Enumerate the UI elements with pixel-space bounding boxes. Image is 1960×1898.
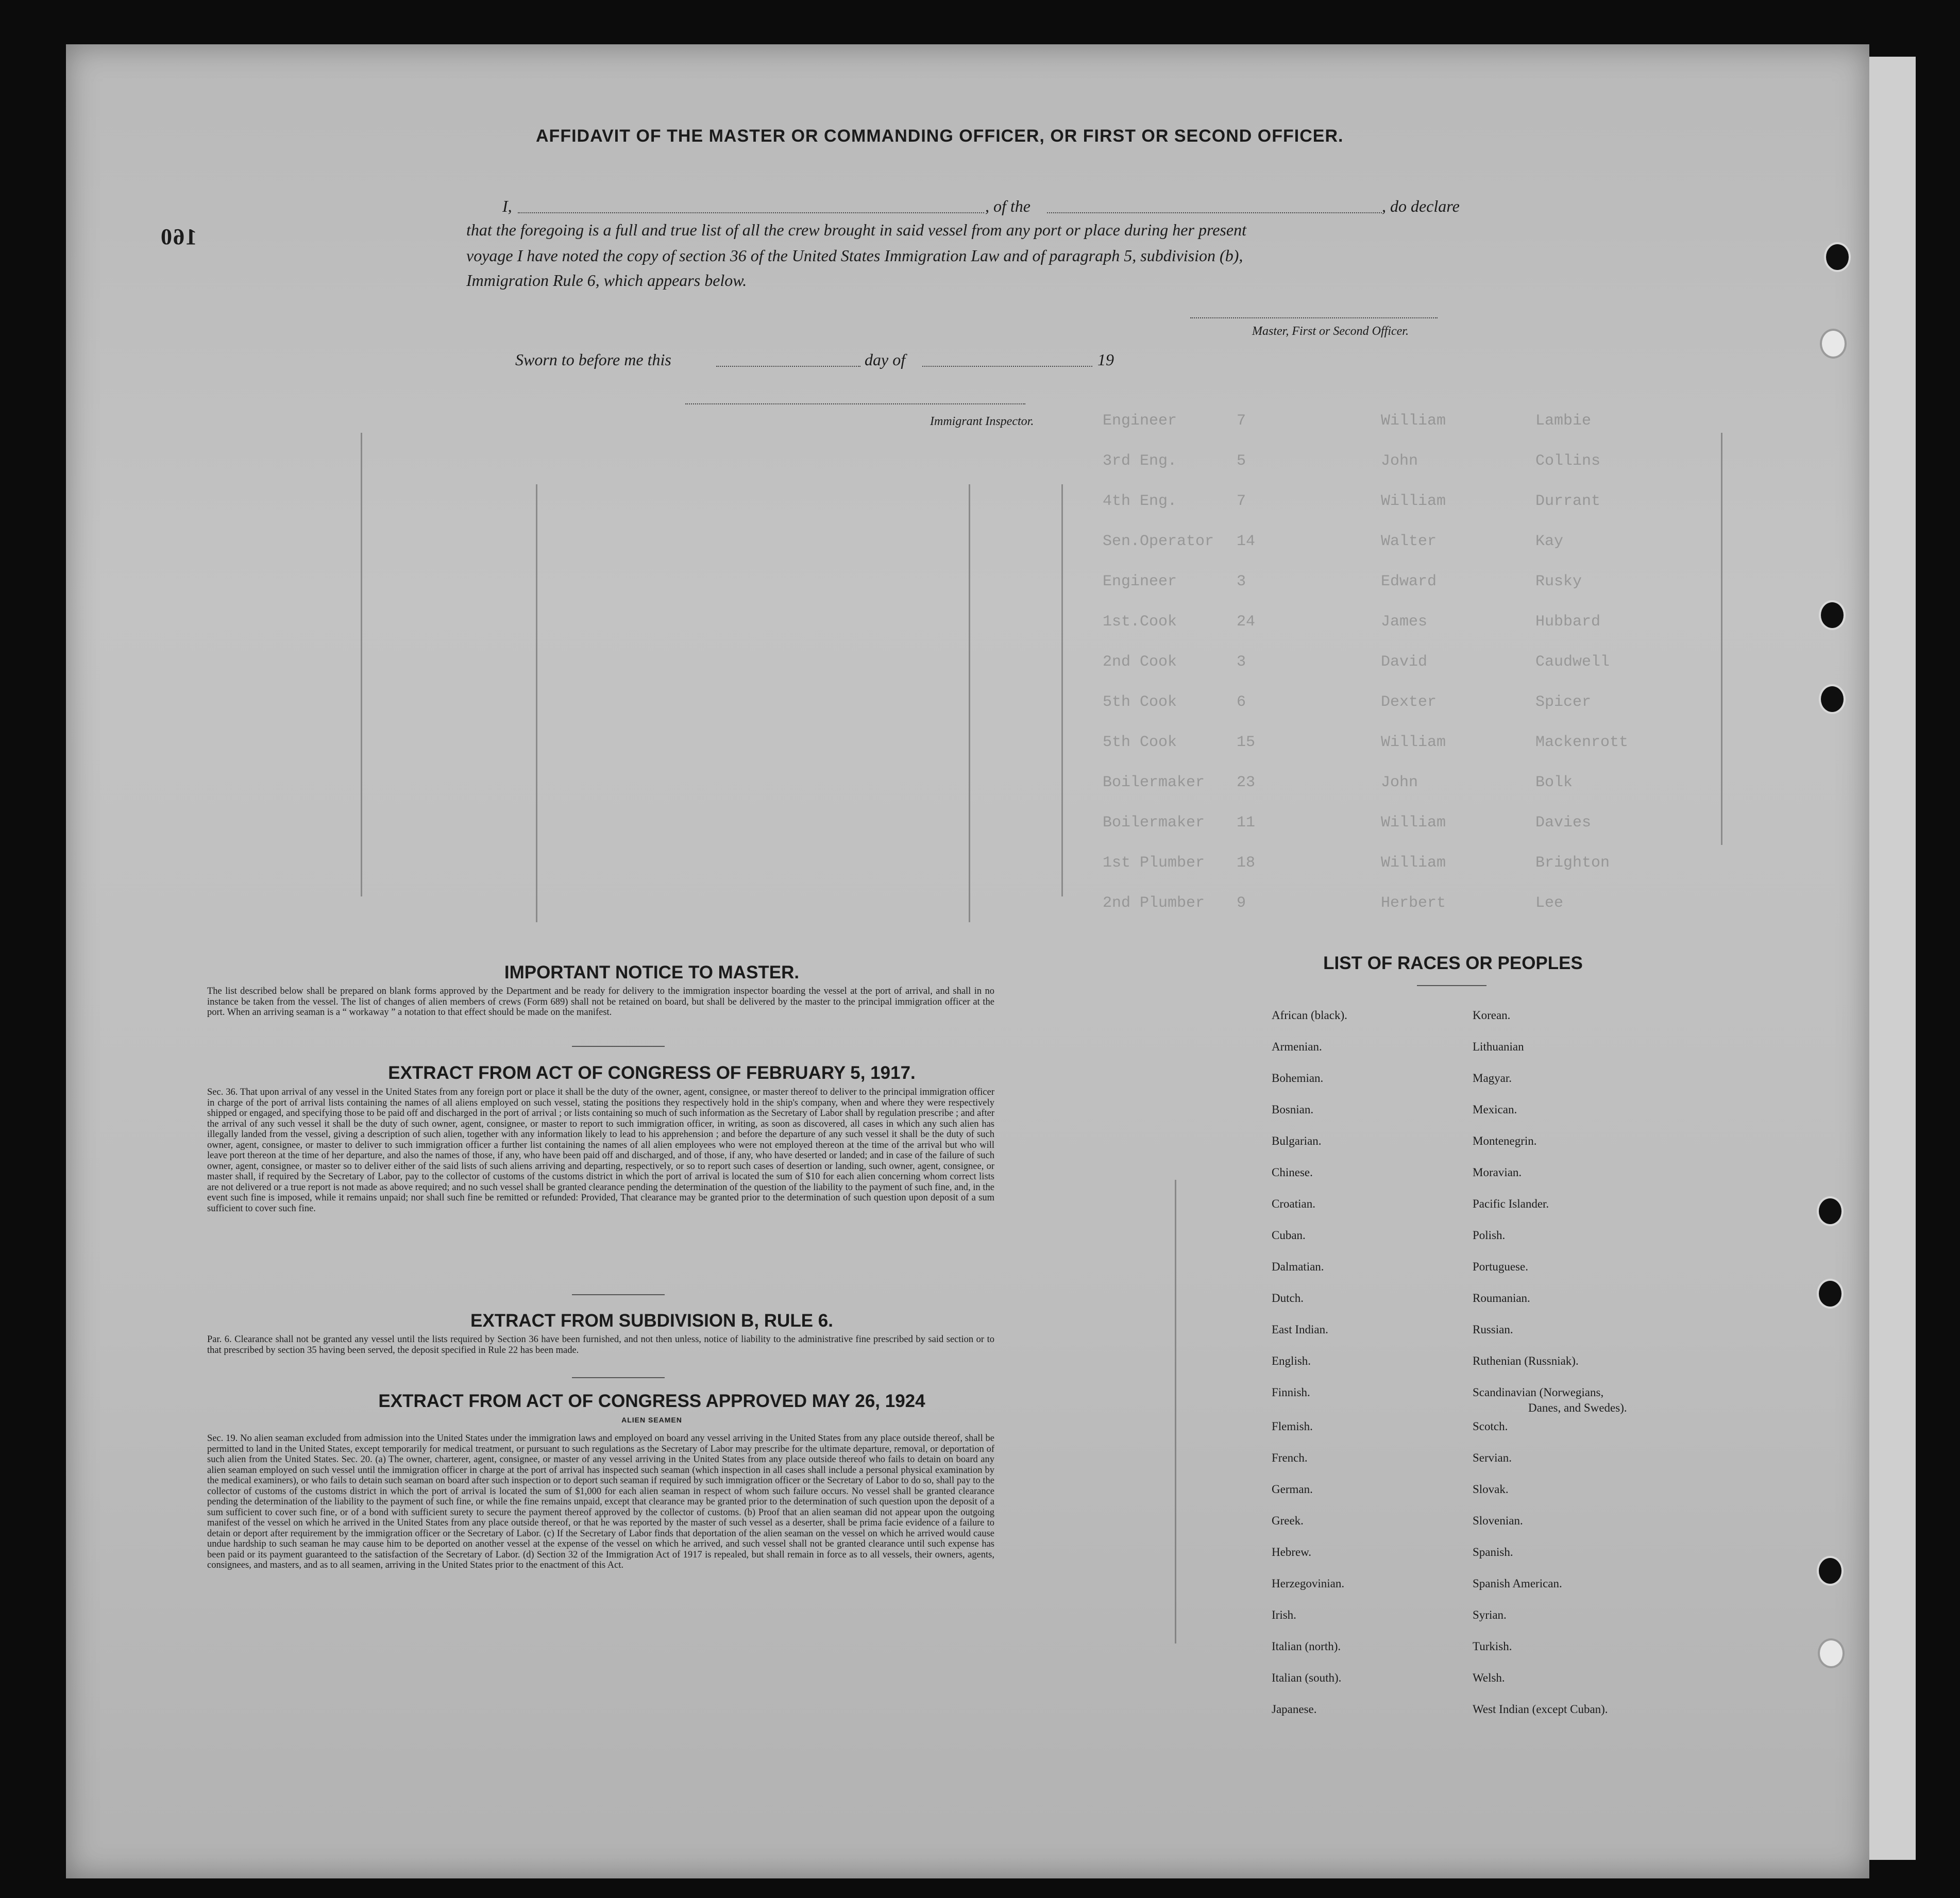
bleed-text: 23 — [1237, 774, 1256, 791]
master-signature-caption: Master, First or Second Officer. — [1252, 325, 1409, 338]
binder-hole — [1817, 1196, 1844, 1226]
bleed-text: Engineer — [1103, 573, 1177, 590]
race-item: Italian (north). — [1272, 1640, 1341, 1653]
race-item: Portuguese. — [1473, 1260, 1528, 1273]
race-item: Cuban. — [1272, 1229, 1306, 1242]
affidavit-i-label: I, — [502, 197, 512, 215]
bleed-text: 7 — [1237, 493, 1246, 510]
binder-hole — [1819, 600, 1846, 630]
race-item: German. — [1272, 1483, 1313, 1496]
race-item-continuation: Danes, and Swedes). — [1528, 1401, 1627, 1414]
extract-1917-heading: EXTRACT FROM ACT OF CONGRESS OF FEBRUARY 5, 1917. — [388, 1063, 916, 1083]
bleed-text: William — [1381, 493, 1446, 510]
page-number: 160 — [160, 224, 197, 249]
extract-1917-text: Sec. 36. That upon arrival of any vessel in the United States from any foreign port or place it shall be the duty of the owner, agent, consignee, or master thereof to deliver to the principal immigration officer in charge of the port of arrival lists containing the names of all aliens employed on such vessel, stating the positions they respectively hold in the ship's company, when and where they were respectively shipped or engaged, and specifying those to be paid off and discharged in the port of arrival ; or lists containing so much of such information as the Secretary of Labor shall by regulation prescribe ; and after the arrival of any such vessel it shall be the duty of such owner, agent, consignee, or master to report to such immigration officer, in writing, as soon as discovered, all cases in which any such alien has illegally landed from the vessel, giving a description of such alien, together with any information likely to lead to his apprehension ; and before the departure of any such vessel it shall be the duty of such owner, agent, consignee, or master to deliver to such immigration officer a further list containing the names of all alien employees who were not employed thereon at the time of the arrival but who will leave port thereon at the time of her departure, and also the names of those, if any, who have been paid off and discharged, and of those, if any, who have deserted or landed; and in case of the failure of such owner, agent, consignee, or master so to deliver either of the said lists of such aliens arriving and departing, respectively, or so to report such cases of desertion or landing, such owner, agent, consignee, or master shall, if required by the Secretary of Labor, pay to the collector of customs of the customs district in which the port of arrival is located the sum of $10 for each alien concerning whom correct lists are not delivered or a true report is not made as above required; and no such vessel shall be granted clearance pending the determination of the question of the liability to the payment of such fine, and, in the event such fine is imposed, while it remains unpaid; nor shall such fine be remitted or refunded: Provided, That clearance may be granted prior to the determination of such question upon deposit of a sum sufficient to cover such fine. — [207, 1087, 994, 1214]
bleed-ditto-line — [536, 484, 537, 922]
year-label: 19 — [1097, 350, 1114, 369]
binder-hole — [1819, 684, 1846, 714]
bleed-text: Kay — [1535, 533, 1564, 550]
affidavit-line-4: Immigration Rule 6, which appears below. — [466, 271, 747, 290]
bleed-ditto-line — [1061, 484, 1063, 896]
bleed-ditto-line — [969, 484, 970, 922]
bleed-text: 5th Cook — [1103, 693, 1177, 711]
master-signature-field[interactable] — [1190, 317, 1438, 318]
bleed-text: Lambie — [1535, 412, 1592, 430]
bleed-text: 18 — [1237, 854, 1256, 872]
affidavit-line-3: voyage I have noted the copy of section 36 of the United States Immigration Law and of paragraph 5, subdivision (b), — [466, 246, 1243, 265]
rule-6-text: Par. 6. Clearance shall not be granted any vessel until the lists required by Section 36 have been furnished, and not then unless, notice of liability to the administrative fine prescribed by said section or to that prescribed by section 35 having been served, the deposit specified in Rule 22 has been made. — [207, 1334, 994, 1355]
race-item: Magyar. — [1473, 1072, 1512, 1084]
affidavit-title: AFFIDAVIT OF THE MASTER OR COMMANDING OFFICER, OR FIRST OR SECOND OFFICER. — [536, 126, 1344, 146]
race-item: Spanish. — [1473, 1546, 1513, 1558]
bleed-text: 5 — [1237, 452, 1246, 470]
race-item: Roumanian. — [1473, 1292, 1530, 1304]
affidavit-of-the-label: , of the — [985, 197, 1030, 215]
binder-hole — [1820, 329, 1847, 359]
race-item: Bulgarian. — [1272, 1134, 1322, 1147]
bleed-text: 2nd Plumber — [1103, 894, 1205, 912]
bleed-text: Edward — [1381, 573, 1437, 590]
race-item: Moravian. — [1473, 1166, 1522, 1179]
race-item: Russian. — [1473, 1323, 1513, 1336]
race-item: Ruthenian (Russniak). — [1473, 1354, 1579, 1367]
race-item: Bosnian. — [1272, 1103, 1314, 1116]
bleed-text: 14 — [1237, 533, 1256, 550]
bleed-text: William — [1381, 814, 1446, 832]
section-divider — [572, 1377, 665, 1378]
race-item: Mexican. — [1473, 1103, 1517, 1116]
bleed-text: 5th Cook — [1103, 734, 1177, 751]
race-item: Chinese. — [1272, 1166, 1313, 1179]
race-item: Greek. — [1272, 1514, 1304, 1527]
bleed-text: Lee — [1535, 894, 1564, 912]
bleed-text: Herbert — [1381, 894, 1446, 912]
extract-1924-subheading: ALIEN SEAMEN — [621, 1416, 682, 1424]
race-item: Slovak. — [1473, 1483, 1509, 1496]
sworn-day-field[interactable] — [716, 366, 860, 367]
bleed-ditto-line — [361, 433, 362, 896]
bleed-text: Davies — [1535, 814, 1592, 832]
race-item: Welsh. — [1473, 1671, 1505, 1684]
bleed-text: Rusky — [1535, 573, 1582, 590]
bleed-text: Durrant — [1535, 493, 1601, 510]
bleed-text: 3 — [1237, 573, 1246, 590]
bleed-text: 2nd Cook — [1103, 653, 1177, 671]
bleed-text: Boilermaker — [1103, 774, 1205, 791]
sworn-month-field[interactable] — [922, 366, 1092, 367]
bleed-through-years — [1237, 412, 1268, 935]
bleed-text: 9 — [1237, 894, 1246, 912]
race-item: Montenegrin. — [1473, 1134, 1537, 1147]
race-item: Dalmatian. — [1272, 1260, 1324, 1273]
race-item: Armenian. — [1272, 1040, 1322, 1053]
race-item: Syrian. — [1473, 1608, 1507, 1621]
race-item: Slovenian. — [1473, 1514, 1523, 1527]
bleed-text: 7 — [1237, 412, 1246, 430]
notice-text: The list described below shall be prepared on blank forms approved by the Department and be ready for delivery to the immigration inspector boarding the vessel at the port of arrival, and shall in no instance be taken from the vessel. The list of changes of alien members of crews (Form 689) shall not be retained on board, but shall be delivered by the master to the principal immigration officer at the port. When an arriving seaman is a “ workaway ” a notation to that effect should be made on the manifest. — [207, 986, 994, 1018]
affidavit-line-2: that the foregoing is a full and true list of all the crew brought in said vessel from any port or place during her present — [466, 221, 1246, 239]
notice-heading: IMPORTANT NOTICE TO MASTER. — [504, 962, 800, 982]
race-item: Dutch. — [1272, 1292, 1304, 1304]
race-item: Servian. — [1473, 1451, 1512, 1464]
bleed-through-surnames — [1535, 412, 1705, 935]
vessel-name-field[interactable] — [1047, 212, 1382, 213]
bleed-text: William — [1381, 412, 1446, 430]
race-item: Croatian. — [1272, 1197, 1315, 1210]
race-item: Herzegovinian. — [1272, 1577, 1345, 1590]
inspector-signature-field[interactable] — [685, 403, 1025, 404]
race-item: Japanese. — [1272, 1703, 1317, 1716]
bleed-text: David — [1381, 653, 1428, 671]
race-item: Polish. — [1473, 1229, 1506, 1242]
bleed-text: Engineer — [1103, 412, 1177, 430]
bleed-text: William — [1381, 854, 1446, 872]
bleed-text: Collins — [1535, 452, 1601, 470]
race-item: Pacific Islander. — [1473, 1197, 1549, 1210]
extract-1924-text: Sec. 19. No alien seaman excluded from admission into the United States under the immigration laws and employed on board any vessel arriving in the United States from any place outside thereof, shall be permitted to land in the United States, except temporarily for medical treatment, or pursuant to such regulations as the Secretary of Labor may prescribe for the ultimate departure, removal, or deportation of such alien from the United States. Sec. 20. (a) The owner, charterer, agent, consignee, or master of any vessel arriving in the United States from any place outside thereof who fails to detain on board any alien seaman employed on such vessel until the immigration officer in charge at the port of arrival has inspected such seaman (which inspection in all cases shall include a personal physical examination by the medical examiners), or who fails to detain such seaman on board after such inspection or to deport such seaman if required by such immigration officer or the Secretary of Labor to do so, shall pay to the collector of customs of the customs district in which the port of arrival is located the sum of $1,000 for each alien seaman in respect of whom such failure occurs. No vessel shall be granted clearance pending the determination of the liability to the payment of such fine, or while the fine remains unpaid, except that clearance may be granted prior to the determination of such question upon the deposit of a sum sufficient to cover such fine, or of a bond with sufficient surety to secure the payment thereof approved by the collector of customs. (b) Proof that an alien seaman did not appear upon the outgoing manifest of the vessel on which he arrived in the United States from any place outside thereof, or that he was reported by the master of such vessel as a deserter, shall be prima facie evidence of a failure to detain or deport after requirement by the immigration officer or the Secretary of Labor. (c) If the Secretary of Labor finds that deportation of the alien seaman on the vessel on which he arrived would cause undue hardship to such seaman he may cause him to be deported on another vessel at the expense of the vessel on which he arrived, and such vessel shall not be granted clearance until such expense has been paid or its payment guaranteed to the satisfaction of the Secretary of Labor. (d) Section 32 of the Immigration Act of 1917 is repealed, but shall remain in force as to all vessels, their owners, agents, consignees, and masters, and as to all seamen, arriving in the United States prior to the enactment of this Act. — [207, 1433, 994, 1570]
bleed-text: Bolk — [1535, 774, 1573, 791]
bleed-through-ranks — [1103, 412, 1226, 935]
bleed-text: Dexter — [1381, 693, 1437, 711]
inspector-caption: Immigrant Inspector. — [930, 415, 1034, 428]
race-item: Flemish. — [1272, 1420, 1313, 1433]
bleed-text: Hubbard — [1535, 613, 1601, 631]
bleed-text: Spicer — [1535, 693, 1592, 711]
race-item: Irish. — [1272, 1608, 1296, 1621]
race-item: French. — [1272, 1451, 1308, 1464]
day-of-label: day of — [865, 350, 906, 369]
bleed-text: 1st Plumber — [1103, 854, 1205, 872]
race-item: Scandinavian (Norwegians, — [1473, 1386, 1604, 1399]
bleed-text: Caudwell — [1535, 653, 1610, 671]
bleed-text: John — [1381, 452, 1418, 470]
bleed-text: Walter — [1381, 533, 1437, 550]
race-item: West Indian (except Cuban). — [1473, 1703, 1608, 1716]
race-item: Hebrew. — [1272, 1546, 1312, 1558]
binder-hole — [1817, 1279, 1844, 1309]
affidavit-declare-label: , do declare — [1382, 197, 1460, 215]
bleed-text: James — [1381, 613, 1428, 631]
race-item: Spanish American. — [1473, 1577, 1562, 1590]
races-heading: LIST OF RACES OR PEOPLES — [1323, 953, 1583, 973]
declarant-name-field[interactable] — [518, 212, 984, 213]
bleed-text: 6 — [1237, 693, 1246, 711]
bleed-ditto-line — [1175, 1180, 1176, 1643]
race-item: Lithuanian — [1473, 1040, 1524, 1053]
bleed-text: Boilermaker — [1103, 814, 1205, 832]
binder-hole — [1824, 242, 1851, 272]
race-item: Korean. — [1473, 1009, 1511, 1022]
race-item: Scotch. — [1473, 1420, 1508, 1433]
bleed-text: John — [1381, 774, 1418, 791]
bleed-text: 4th Eng. — [1103, 493, 1177, 510]
race-item: English. — [1272, 1354, 1311, 1367]
race-item: Turkish. — [1473, 1640, 1512, 1653]
bleed-text: William — [1381, 734, 1446, 751]
sworn-label: Sworn to before me this — [515, 350, 671, 369]
bleed-text: 3 — [1237, 653, 1246, 671]
bleed-text: Mackenrott — [1535, 734, 1629, 751]
bleed-text: Brighton — [1535, 854, 1610, 872]
race-item: East Indian. — [1272, 1323, 1328, 1336]
race-item: Italian (south). — [1272, 1671, 1342, 1684]
bleed-text: Sen.Operator — [1103, 533, 1214, 550]
bleed-ditto-line — [1721, 433, 1722, 845]
rule-6-heading: EXTRACT FROM SUBDIVISION B, RULE 6. — [470, 1311, 833, 1331]
bleed-text: 15 — [1237, 734, 1256, 751]
page-edge — [1869, 57, 1916, 1860]
race-item: African (black). — [1272, 1009, 1347, 1022]
section-divider — [1417, 985, 1486, 986]
section-divider — [572, 1294, 665, 1295]
binder-hole — [1817, 1556, 1844, 1586]
bleed-through-given-names — [1381, 412, 1515, 935]
extract-1924-heading: EXTRACT FROM ACT OF CONGRESS APPROVED MAY 26, 1924 — [378, 1391, 925, 1411]
race-item: Bohemian. — [1272, 1072, 1324, 1084]
bleed-text: 3rd Eng. — [1103, 452, 1177, 470]
bleed-text: 24 — [1237, 613, 1256, 631]
bleed-text: 11 — [1237, 814, 1256, 832]
race-item: Finnish. — [1272, 1386, 1310, 1399]
bleed-text: 1st.Cook — [1103, 613, 1177, 631]
binder-hole — [1818, 1638, 1845, 1668]
section-divider — [572, 1046, 665, 1047]
